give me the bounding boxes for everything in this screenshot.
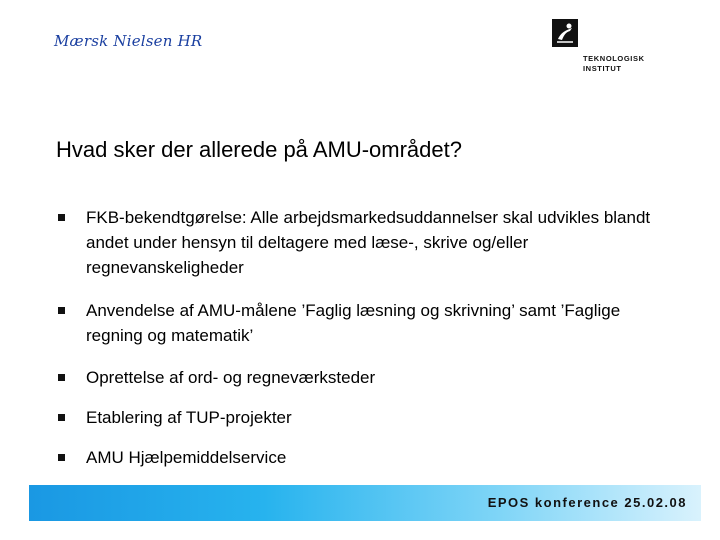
bullet-text: Etablering af TUP-projekter <box>86 408 292 427</box>
slide-title: Hvad sker der allerede på AMU-området? <box>56 137 462 162</box>
company-name: Mærsk Nielsen HR <box>54 32 203 50</box>
footer-bar <box>29 485 701 521</box>
square-bullet-icon <box>58 454 65 461</box>
bullet-item <box>56 365 676 390</box>
logo-line-1: TEKNOLOGISK <box>583 54 645 63</box>
square-bullet-icon <box>58 214 65 221</box>
bullet-list <box>56 205 676 470</box>
bullet-text: AMU Hjælpemiddelservice <box>86 448 287 467</box>
logo-line-2: INSTITUT <box>583 64 622 73</box>
footer-text: EPOS konference 25.02.08 <box>487 495 687 510</box>
bullet-text: Oprettelse af ord- og regneværksteder <box>86 368 376 387</box>
bullet-item <box>56 205 676 280</box>
square-bullet-icon <box>58 374 65 381</box>
teknologisk-institut-logo <box>552 19 672 79</box>
bullet-text: Anvendelse af AMU-målene ’Faglig læsning og skrivning’ samt ’Faglige regning og matematik’ <box>86 301 621 345</box>
square-bullet-icon <box>58 307 65 314</box>
logo-text <box>583 54 645 74</box>
bullet-item <box>56 298 676 348</box>
square-bullet-icon <box>58 414 65 421</box>
bullet-item <box>56 445 676 470</box>
bullet-text: FKB-bekendtgørelse: Alle arbejdsmarkedsuddannelser skal udvikles blandt andet under hensyn til deltagere med læse-, skrive og/eller regnevanskeligheder <box>86 208 651 277</box>
bullet-item <box>56 405 676 430</box>
logo-mark-icon <box>552 19 578 47</box>
